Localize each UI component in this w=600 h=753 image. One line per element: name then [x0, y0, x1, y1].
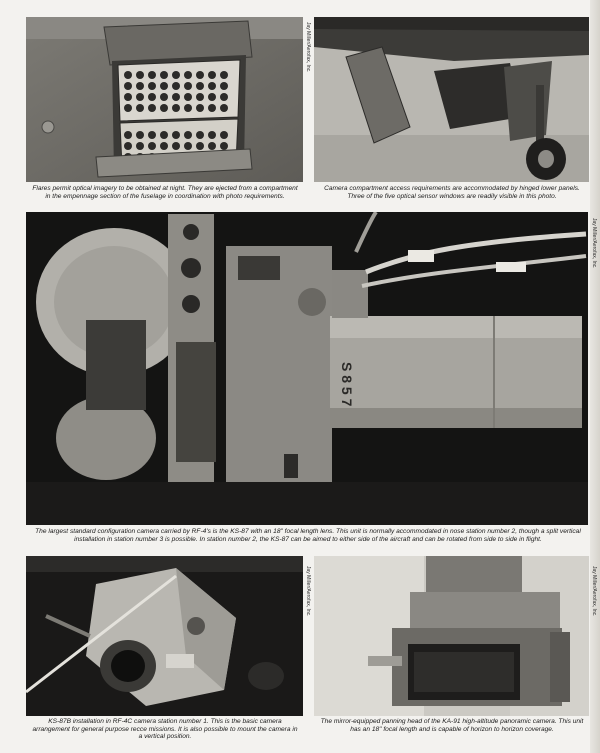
flare-cartridge-hole	[172, 93, 180, 101]
flare-cartridge-hole	[148, 93, 156, 101]
flare-cartridge-hole	[124, 71, 132, 79]
flare-cartridge-hole	[208, 142, 216, 150]
flare-cartridge-hole	[136, 93, 144, 101]
flare-cartridge-hole	[208, 93, 216, 101]
flare-cartridge-hole	[208, 82, 216, 90]
flare-cartridge-hole	[124, 142, 132, 150]
photo-credit: Jay Miller/Aerofax, Inc.	[591, 566, 597, 617]
page-edge	[590, 0, 600, 753]
flare-cartridge-hole	[160, 142, 168, 150]
flare-cartridge-hole	[208, 131, 216, 139]
flare-cartridge-hole	[172, 104, 180, 112]
flare-cartridge-hole	[160, 71, 168, 79]
flare-cartridge-hole	[172, 82, 180, 90]
flare-cartridge-hole	[148, 82, 156, 90]
flare-cartridge-hole	[196, 104, 204, 112]
ka91-camera-photo	[314, 556, 589, 716]
flare-cartridge-hole	[184, 82, 192, 90]
flare-cartridge-hole	[148, 104, 156, 112]
flare-dispenser-caption: Flares permit optical imagery to be obtained at night. They are ejected from a compartment in the empennage section of the fuselage in coordination with photo requirements.	[32, 185, 298, 200]
photo-credit: Jay Miller/Aerofax, Inc.	[305, 22, 311, 73]
flare-cartridge-hole	[136, 71, 144, 79]
flare-cartridge-hole	[136, 142, 144, 150]
flare-cartridge-hole	[184, 131, 192, 139]
flare-cartridge-hole	[136, 131, 144, 139]
camera-stencil: S 8 5 7	[339, 362, 355, 407]
flare-cartridge-hole	[220, 142, 228, 150]
flare-cartridge-hole	[124, 104, 132, 112]
flare-cartridge-hole	[172, 131, 180, 139]
flare-cartridge-hole	[172, 71, 180, 79]
flare-cartridge-hole	[220, 93, 228, 101]
flare-cartridge-hole	[220, 82, 228, 90]
flare-cartridge-hole	[160, 82, 168, 90]
photo-credit: Jay Miller/Aerofax, Inc.	[591, 218, 597, 269]
flare-cartridge-hole	[124, 131, 132, 139]
flare-cartridge-hole	[208, 71, 216, 79]
ks87-camera-photo	[26, 212, 588, 525]
flare-cartridge-hole	[184, 71, 192, 79]
flare-cartridge-hole	[184, 93, 192, 101]
flare-cartridge-hole	[160, 104, 168, 112]
flare-cartridge-hole	[220, 131, 228, 139]
flare-cartridge-hole	[160, 93, 168, 101]
flare-cartridge-hole	[136, 104, 144, 112]
flare-cartridge-hole	[196, 71, 204, 79]
ks87b-installation-caption: KS-87B installation in RF-4C camera station number 1. This is the basic camera arrangement for general purpose recce missions. It is also possible to mount the camera in a vertical position.	[32, 718, 298, 741]
flare-cartridge-hole	[220, 71, 228, 79]
flare-cartridge-hole	[172, 142, 180, 150]
camera-compartment-caption: Camera compartment access requirements are accommodated by hinged lower panels. Three of the five optical sensor windows are readily visible in this photo.	[324, 185, 580, 200]
flare-cartridge-hole	[196, 131, 204, 139]
ka91-camera-caption: The mirror-equipped panning head of the KA-91 high-altitude panoramic camera. This unit has an 18" focal length and is capable of horizon to horizon coverage.	[320, 718, 584, 733]
flare-cartridge-hole	[148, 131, 156, 139]
flare-cartridge-hole	[196, 93, 204, 101]
flare-cartridge-hole	[124, 82, 132, 90]
flare-cartridge-hole	[196, 142, 204, 150]
flare-cartridge-hole	[124, 93, 132, 101]
flare-cartridge-hole	[160, 131, 168, 139]
flare-cartridge-hole	[220, 104, 228, 112]
camera-compartment-photo	[314, 17, 589, 182]
flare-cartridge-hole	[184, 142, 192, 150]
flare-cartridge-hole	[136, 82, 144, 90]
flare-cartridge-hole	[148, 71, 156, 79]
flare-cartridge-hole	[208, 104, 216, 112]
ks87-camera-caption: The largest standard configuration camera carried by RF-4's is the KS-87 with an 18" focal length lens. This unit is normally accommodated in nose station number 2, though a split vertical installation in station number 3 is possible. In station number 2, the KS-87 can be aimed to either side of the aircraft and can be rotated from side to side in flight.	[35, 528, 581, 543]
ks87b-installation-photo	[26, 556, 303, 716]
flare-cartridge-hole	[196, 82, 204, 90]
flare-cartridge-hole	[148, 142, 156, 150]
flare-cartridge-hole	[184, 104, 192, 112]
flare-dispenser-photo	[26, 17, 303, 182]
photo-credit: Jay Miller/Aerofax, Inc.	[305, 566, 311, 617]
